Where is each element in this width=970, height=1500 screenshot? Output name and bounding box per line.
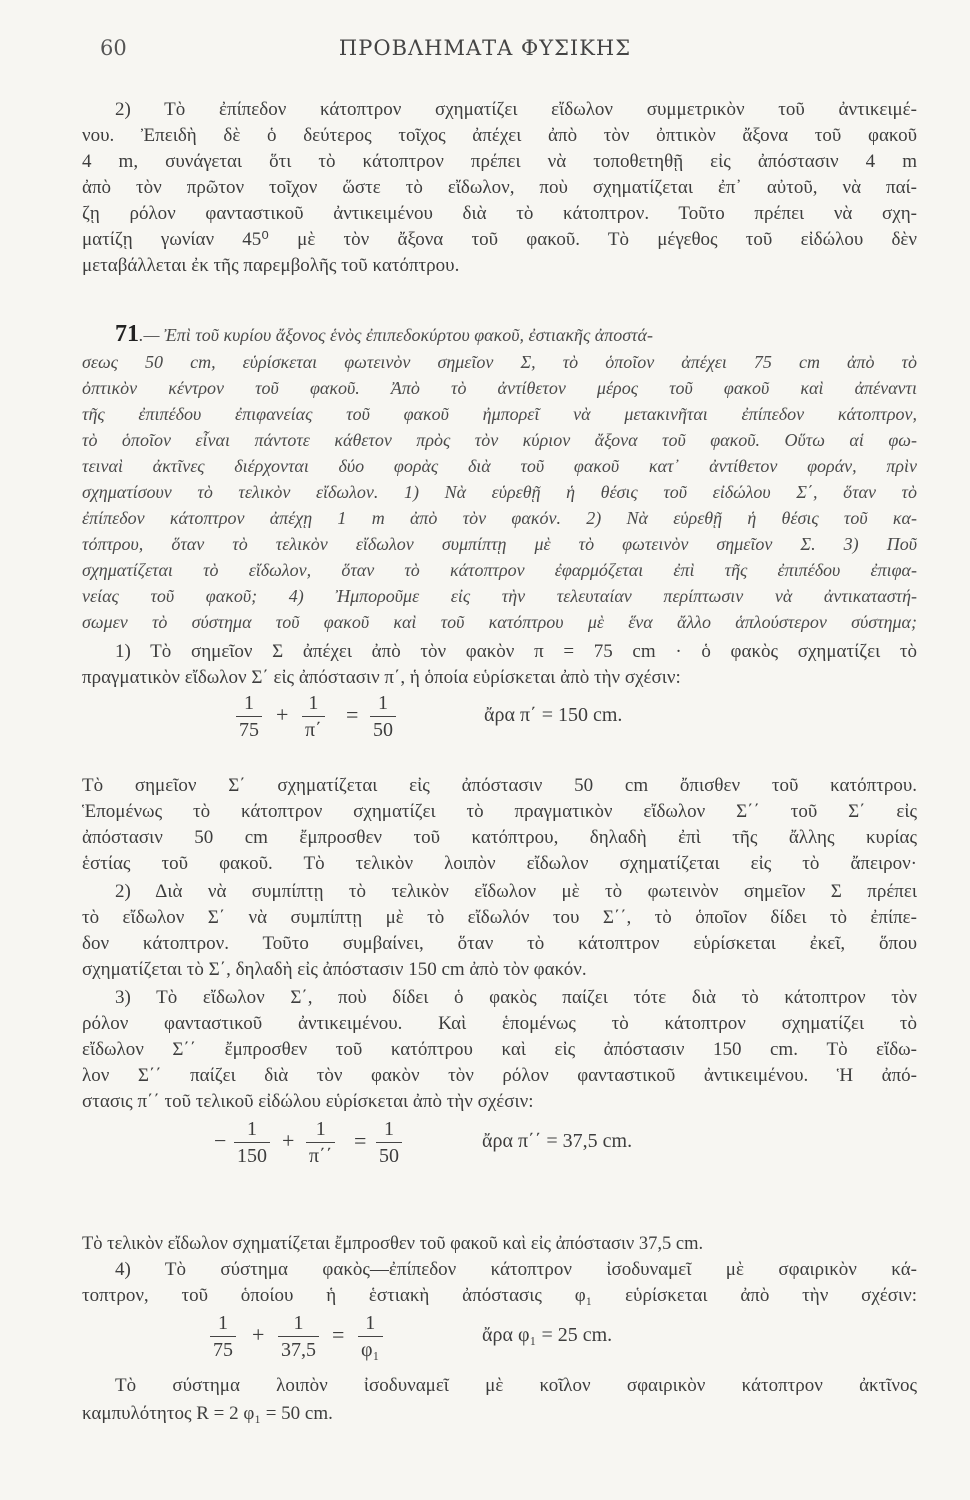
problem-line: σχηματίσουν τὸ τελικὸν εἴδωλον. 1) Νὰ εὑρεθῇ ἡ θέσις τοῦ εἰδώλου Σ΄, ὅταν τὸ <box>82 482 917 502</box>
problem-line: ἐπίπεδον κάτοπτρον ἀπέχῃ 1 m ἀπὸ τὸν φακόν. 2) Νὰ εὑρεθῇ ἡ θέσις τοῦ κα- <box>82 508 917 528</box>
fraction: 1 50 <box>376 1116 402 1169</box>
plus-sign: + <box>276 702 289 727</box>
fraction: 1 75 <box>236 690 262 743</box>
text-line: ἀπὸ τὸν πρῶτον τοῖχον ὥστε τὸ εἴδωλον, ποὺ σχηματίζεται ἐπ᾿ αὐτοῦ, νὰ παί- <box>82 177 917 198</box>
equation-result: ἄρα φ₁ = 25 cm. <box>482 1324 613 1346</box>
minus-sign: − <box>214 1128 227 1153</box>
fraction: 1 75 <box>210 1310 236 1363</box>
problem-line: ὀπτικὸν κέντρον τοῦ φακοῦ. Ἀπὸ τὸ ἀντίθετον μέρος τοῦ φακοῦ καὶ ἀπέναντι <box>82 378 917 398</box>
equals-sign: = <box>346 702 359 727</box>
equation-lens-1 <box>236 690 796 748</box>
fraction: 1 π΄΄ <box>306 1116 335 1169</box>
solution-line: ρόλον φανταστικοῦ ἀντικειμένου. Καὶ ἑπομένως τὸ κάτοπτρον σχηματίζει τὸ <box>82 1013 917 1034</box>
plus-sign: + <box>252 1322 265 1347</box>
solution-line: λον Σ΄΄ παίζει διὰ τὸν φακὸν τὸν ρόλον φανταστικοῦ ἀντικειμένου. Ἡ ἀπό- <box>82 1065 917 1086</box>
problem-statement-first-line <box>115 322 917 347</box>
equation-result: ἄρα π΄΄ = 37,5 cm. <box>482 1130 633 1152</box>
equals-sign: = <box>354 1128 367 1153</box>
problem-line: σχηματίζεται τὸ εἴδωλον, ὅταν τὸ κάτοπτρον ἐφαρμόζεται ἐπὶ τῆς ἐπιπέδου ἐπιφα- <box>82 560 917 580</box>
fraction: 1 50 <box>370 690 396 743</box>
solution-line: στασις π΄΄ τοῦ τελικοῦ εἰδώλου εὑρίσκεται ἀπὸ τὴν σχέσιν: <box>82 1091 534 1112</box>
text-line: ματίζῃ γωνίαν 45⁰ μὲ τὸν ἄξονα τοῦ φακοῦ. Τὸ μέγεθος τοῦ εἰδώλου δὲν <box>82 229 917 250</box>
solution-line: 3) Τὸ εἴδωλον Σ΄, ποὺ δίδει ὁ φακὸς παίζει τότε διὰ τὸ κάτοπτρον τὸν <box>115 987 917 1008</box>
problem-first-line-text: Ἐπὶ τοῦ κυρίου ἄξονος ἑνὸς ἐπιπεδοκύρτου φακοῦ, ἐστιακῆς ἀποστά- <box>164 325 653 345</box>
equation-result: ἄρα π΄ = 150 cm. <box>484 704 623 726</box>
page-number: 60 <box>100 36 127 60</box>
solution-line: σχηματίζεται τὸ Σ΄, δηλαδὴ εἰς ἀπόστασιν 150 cm ἀπὸ τὸν φακόν. <box>82 959 587 980</box>
solution-line: 2) Διὰ νὰ συμπίπτῃ τὸ τελικὸν εἴδωλον μὲ τὸ φωτεινὸν σημεῖον Σ πρέπει <box>115 881 917 902</box>
text-line: 2) Τὸ ἐπίπεδον κάτοπτρον σχηματίζει εἴδωλον συμμετρικὸν τοῦ ἀντικειμέ- <box>115 99 917 120</box>
solution-line: ἑστίας τοῦ φακοῦ. Τὸ τελικὸν λοιπὸν εἴδωλον σχηματίζεται εἰς τὸ ἄπειρον· <box>82 853 917 874</box>
text-line: μεταβάλλεται ἐκ τῆς παρεμβολῆς τοῦ κατόπτρου. <box>82 255 460 276</box>
fraction: 1 π΄ <box>302 690 325 743</box>
solution-line: εἴδωλον Σ΄΄ ἔμπροσθεν τοῦ κατόπτρου καὶ εἰς ἀπόστασιν 150 cm. Τὸ εἴδω- <box>82 1039 917 1060</box>
text-line: νου. Ἐπειδὴ δὲ ὁ δεύτερος τοῖχος ἀπέχει ἀπὸ τὸν ὀπτικὸν ἄξονα τοῦ φακοῦ <box>82 125 917 146</box>
solution-line: Ἑπομένως τὸ κάτοπτρον σχηματίζει τὸ πραγματικὸν εἴδωλον Σ΄΄ τοῦ Σ΄ εἰς <box>82 801 917 822</box>
text-line: 4 m, συνάγεται ὅτι τὸ κάτοπτρον πρέπει νὰ τοποθετηθῇ εἰς ἀπόστασιν 4 m <box>82 151 917 172</box>
fraction: 1 φ₁ <box>358 1310 383 1363</box>
solution-line: τοπτρον, τοῦ ὁποίου ἡ ἑστιακὴ ἀπόστασις φ₁ εὑρίσκεται ἀπὸ τὴν σχέσιν: <box>82 1285 917 1306</box>
problem-line: τόπτρου, ὅταν τὸ τελικὸν εἴδωλον συμπίπτῃ μὲ τὸ φωτεινὸν σημεῖον Σ. 3) Ποῦ <box>82 534 917 554</box>
solution-line: Τὸ σημεῖον Σ΄ σχηματίζεται εἰς ἀπόστασιν 50 cm ὄπισθεν τοῦ κατόπτρου. <box>82 775 917 796</box>
solution-line: τὸ εἴδωλον Σ΄ νὰ συμπίπτῃ μὲ τὸ εἴδωλόν του Σ΄΄, τὸ ὁποῖον δίδει τὸ ἐπίπε- <box>82 907 917 928</box>
problem-line: τῆς ἐπιπέδου ἐπιφανείας τοῦ φακοῦ ἠμπορεῖ νὰ μετακινῆται ἐπίπεδον κάτοπτρον, <box>82 404 917 424</box>
problem-dash: .— <box>139 325 165 345</box>
fraction: 1 37,5 <box>278 1310 319 1363</box>
equation-lens-2 <box>214 1116 814 1174</box>
solution-line: 4) Τὸ σύστημα φακὸς—ἐπίπεδον κάτοπτρον ἰσοδυναμεῖ μὲ σφαιρικὸν κά- <box>115 1259 917 1280</box>
plus-sign: + <box>282 1128 295 1153</box>
running-title: ΠΡΟΒΛΗΜΑΤΑ ΦΥΣΙΚΗΣ <box>338 36 632 60</box>
text-line: ζῃ ρόλον φανταστικοῦ ἀντικειμένου διὰ τὸ κάτοπτρον. Τοῦτο πρέπει νὰ σχη- <box>82 203 917 224</box>
solution-line: Τὸ τελικὸν εἴδωλον σχηματίζεται ἔμπροσθεν τοῦ φακοῦ καὶ εἰς ἀπόστασιν 37,5 cm. <box>82 1234 704 1254</box>
problem-line: σωμεν τὸ σύστημα τοῦ φακοῦ καὶ τοῦ κατόπτρου μὲ ἕνα ἄλλο ἁπλούστερον σύστημα; <box>82 612 917 632</box>
problem-line: σεως 50 cm, εὑρίσκεται φωτεινὸν σημεῖον Σ, τὸ ὁποῖον ἀπέχει 75 cm ἀπὸ τὸ <box>82 352 917 372</box>
solution-line: καμπυλότητος R = 2 φ₁ = 50 cm. <box>82 1403 333 1424</box>
problem-number: 71 <box>115 321 139 347</box>
solution-line: πραγματικὸν εἴδωλον Σ΄ εἰς ἀπόστασιν π΄, ἡ ὁποία εὑρίσκεται ἀπὸ τὴν σχέσιν: <box>82 667 681 688</box>
problem-line: νείας τοῦ φακοῦ; 4) Ἠμποροῦμε εἰς τὴν τελευταίαν περίπτωσιν νὰ ἀντικαταστή- <box>82 586 917 606</box>
problem-line: τειναὶ ἀκτῖνες διέρχονται δύο φορὰς διὰ τοῦ φακοῦ κατ᾿ ἀντίθετον φοράν, πρὶν <box>82 456 917 476</box>
equals-sign: = <box>332 1322 345 1347</box>
equation-mirror <box>210 1310 810 1368</box>
page-header <box>0 36 970 76</box>
fraction: 1 150 <box>234 1116 270 1169</box>
solution-line: Τὸ σύστημα λοιπὸν ἰσοδυναμεῖ μὲ κοῖλον σφαιρικὸν κάτοπτρον ἀκτῖνος <box>115 1375 917 1396</box>
solution-line: ἀπόστασιν 50 cm ἔμπροσθεν τοῦ κατόπτρου, δηλαδὴ ἐπὶ τῆς ἄλλης κυρίας <box>82 827 917 848</box>
problem-line: τὸ ὁποῖον εἶναι πάντοτε κάθετον πρὸς τὸν κύριον ἄξονα τοῦ φακοῦ. Οὕτω αἱ φω- <box>82 430 917 450</box>
solution-line: 1) Τὸ σημεῖον Σ ἀπέχει ἀπὸ τὸν φακὸν π = 75 cm · ὁ φακὸς σχηματίζει τὸ <box>115 641 917 662</box>
solution-line: δον κάτοπτρον. Τοῦτο συμβαίνει, ὅταν τὸ κάτοπτρον εὑρίσκεται ἐκεῖ, ὅπου <box>82 933 917 954</box>
